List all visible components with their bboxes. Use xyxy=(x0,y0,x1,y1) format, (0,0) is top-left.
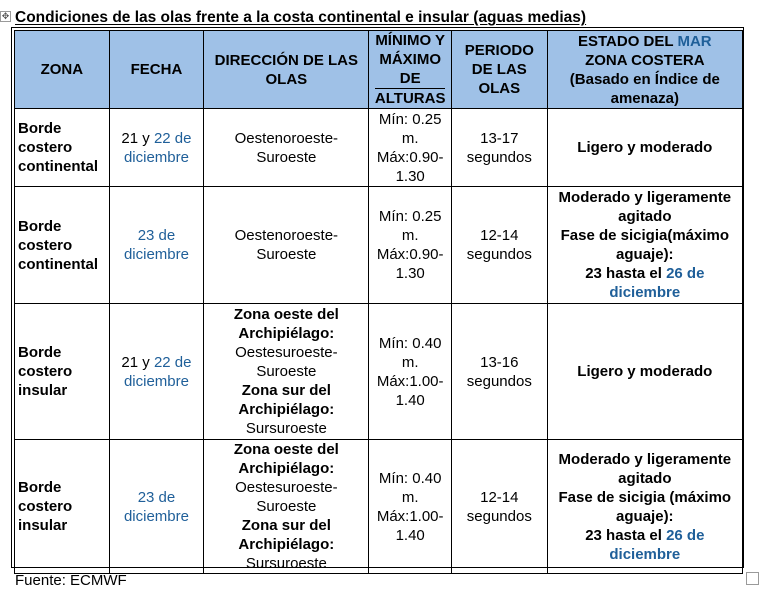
altura-min: Mín: 0.25 m. xyxy=(378,110,442,147)
estado-line3-prefix: 23 hasta el xyxy=(585,265,667,282)
end-of-cell-marker-icon xyxy=(746,572,759,585)
fecha-link[interactable]: 23 de diciembre xyxy=(123,227,189,263)
periodo-cell: 13-17 segundos xyxy=(451,109,547,187)
zona-cell: Borde costero insular xyxy=(15,440,110,574)
source-footer: Fuente: ECMWF xyxy=(15,572,127,589)
header-estado xyxy=(547,31,742,109)
header-periodo: PERIODO DE LAS OLAS xyxy=(451,31,547,109)
zona-cell: Borde costero continental xyxy=(15,187,110,304)
table-row xyxy=(15,304,743,440)
header-estado-basis: (Basado en Índice de amenaza) xyxy=(569,70,720,107)
header-alturas-line1: MÍNIMO Y MÁXIMO DE xyxy=(375,32,446,87)
fecha-prefix: 21 y xyxy=(121,129,154,147)
direccion-zone-south-value: Sursuroeste xyxy=(245,555,327,572)
direccion-zone-south-label: Zona sur del Archipiélago: xyxy=(238,517,335,553)
header-direccion: DIRECCIÓN DE LAS OLAS xyxy=(204,31,369,109)
estado-cell xyxy=(547,440,742,574)
fecha-link[interactable]: 22 de diciembre xyxy=(123,353,192,390)
header-zona: ZONA xyxy=(15,31,110,109)
periodo-cell: 12-14 segundos xyxy=(451,440,547,574)
estado-line3-prefix: 23 hasta el xyxy=(585,526,667,544)
alturas-cell xyxy=(369,440,452,574)
direccion-zone-south-value: Sursuroeste xyxy=(245,420,327,437)
altura-max: Máx:0.90-1.30 xyxy=(376,148,444,185)
zona-cell: Borde costero continental xyxy=(15,109,110,187)
estado-line1: Moderado y ligeramente agitado xyxy=(558,450,732,487)
altura-max: Máx:0.90-1.30 xyxy=(376,246,444,282)
estado-cell: Ligero y moderado xyxy=(547,109,742,187)
direccion-cell xyxy=(204,304,369,440)
alturas-cell xyxy=(369,109,452,187)
table-move-handle-icon[interactable]: ✥ xyxy=(1,11,10,21)
table-header-row xyxy=(15,31,743,109)
fecha-link[interactable]: 22 de diciembre xyxy=(123,129,192,166)
direccion-zone-west-label: Zona oeste del Archipiélago: xyxy=(233,306,339,342)
waves-table xyxy=(14,30,743,574)
altura-max: Máx:1.00-1.40 xyxy=(376,372,444,409)
direccion-zone-west-value: Oestesuroeste-Suroeste xyxy=(235,344,338,380)
fecha-cell xyxy=(109,440,204,574)
direccion-cell: Oestenoroeste-Suroeste xyxy=(204,109,369,187)
estado-cell: Ligero y moderado xyxy=(547,304,742,440)
alturas-cell xyxy=(369,304,452,440)
table-row xyxy=(15,109,743,187)
header-estado-mar: MAR xyxy=(677,32,712,50)
waves-table-frame xyxy=(11,27,744,572)
header-fecha: FECHA xyxy=(109,31,204,109)
header-estado-pre: ESTADO DEL xyxy=(577,32,678,50)
direccion-cell: Oestenoroeste-Suroeste xyxy=(204,187,369,304)
fecha-prefix: 21 y xyxy=(121,353,154,371)
periodo-cell: 13-16 segundos xyxy=(451,304,547,440)
periodo-cell: 12-14 segundos xyxy=(451,187,547,304)
direccion-zone-west-value: Oestesuroeste-Suroeste xyxy=(235,479,338,515)
estado-line2: Fase de sicigia(máximo aguaje): xyxy=(560,227,730,263)
header-estado-zona: ZONA COSTERA xyxy=(585,51,705,69)
estado-cell xyxy=(547,187,742,304)
header-alturas xyxy=(369,31,452,109)
document-title: Condiciones de las olas frente a la costa continental e insular (aguas medias) xyxy=(15,9,587,26)
table-row xyxy=(15,187,743,304)
estado-line1: Moderado y ligeramente agitado xyxy=(558,189,732,225)
direccion-zone-south-label: Zona sur del Archipiélago: xyxy=(238,382,335,418)
fecha-cell xyxy=(109,304,204,440)
zona-cell: Borde costero insular xyxy=(15,304,110,440)
direccion-zone-west-label: Zona oeste del Archipiélago: xyxy=(233,441,339,477)
altura-min: Mín: 0.40 m. xyxy=(378,334,442,371)
estado-line2: Fase de sicigia (máximo aguaje): xyxy=(558,488,732,525)
altura-max: Máx:1.00-1.40 xyxy=(376,507,444,544)
table-row xyxy=(15,440,743,574)
direccion-cell xyxy=(204,440,369,574)
header-alturas-line2: ALTURAS xyxy=(374,90,446,107)
estado-date-link[interactable]: 26 de diciembre xyxy=(609,265,705,301)
fecha-link[interactable]: 23 de diciembre xyxy=(123,488,189,525)
estado-date-link[interactable]: 26 de diciembre xyxy=(609,526,705,563)
fecha-cell xyxy=(109,109,204,187)
altura-min: Mín: 0.25 m. xyxy=(378,208,442,244)
fecha-cell xyxy=(109,187,204,304)
altura-min: Mín: 0.40 m. xyxy=(378,469,442,506)
alturas-cell xyxy=(369,187,452,304)
